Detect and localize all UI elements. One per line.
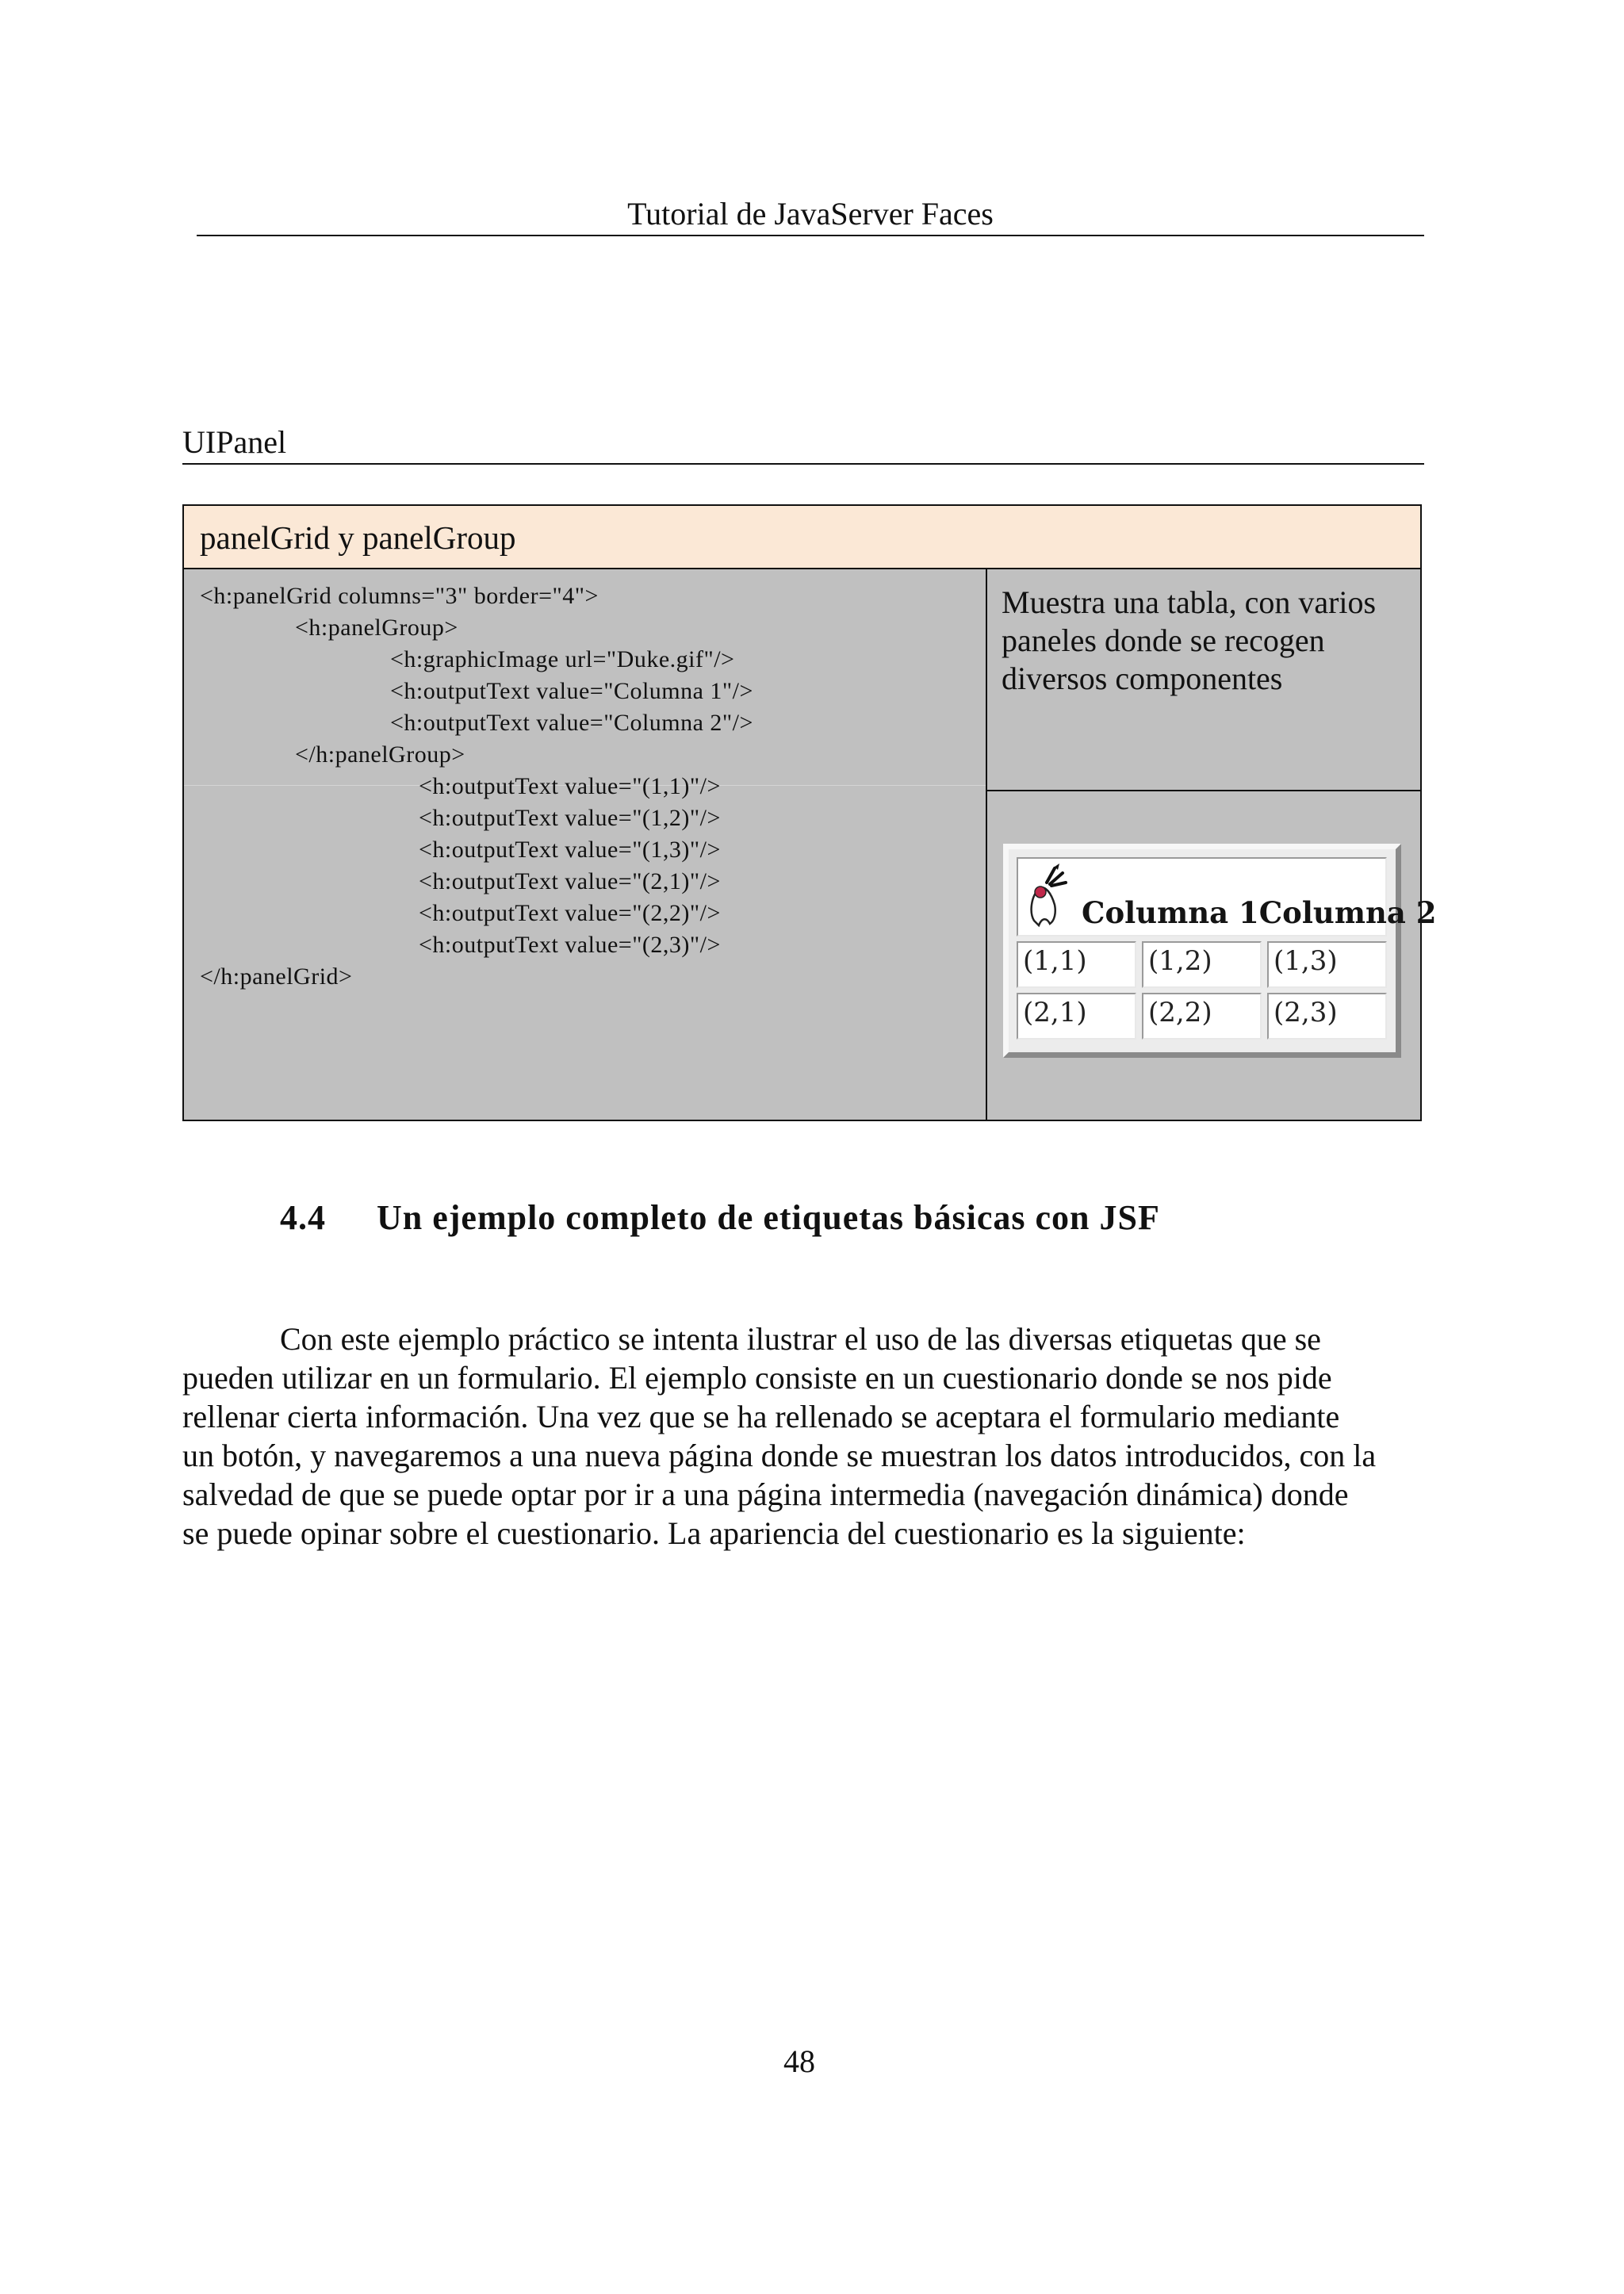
paragraph-line: Con este ejemplo práctico se intenta ilustrar el uso de las diversas etiquetas que se: [280, 1321, 1321, 1357]
section-heading: [280, 1196, 1160, 1240]
page-number: 48: [783, 2043, 815, 2079]
heading-number: 4.4: [280, 1198, 326, 1237]
paragraph-line: rellenar cierta información. Una vez que se ha rellenado se aceptara el formulario mediante: [182, 1399, 1340, 1434]
code-line: <h:panelGroup>: [295, 615, 458, 641]
grid-cell: [1267, 941, 1387, 988]
grid-cell: [1142, 941, 1262, 988]
running-header: Tutorial de JavaServer Faces: [197, 193, 1424, 236]
heading-title: Un ejemplo completo de etiquetas básicas con JSF: [377, 1198, 1160, 1237]
grid-cell-value: (2,2): [1148, 997, 1212, 1028]
code-line: <h:outputText value="Columna 1"/>: [390, 678, 753, 704]
code-line: <h:outputText value="(2,2)"/>: [419, 900, 721, 926]
rendered-panel-grid: [1003, 844, 1437, 1058]
paragraph-line: se puede opinar sobre el cuestionario. La apariencia del cuestionario es la siguiente:: [182, 1515, 1246, 1551]
code-line: <h:outputText value="(2,1)"/>: [419, 868, 721, 894]
paragraph-line: salvedad de que se puede optar por ir a una página intermedia (navegación dinámica) donde: [182, 1476, 1349, 1512]
code-line: <h:outputText value="(1,1)"/>: [419, 773, 721, 799]
grid-cell: [1267, 993, 1387, 1040]
panel-example-table: [182, 504, 1437, 1121]
code-line: <h:graphicImage url="Duke.gif"/>: [390, 646, 735, 672]
grid-cell-value: (2,3): [1274, 997, 1338, 1028]
grid-cell-value: (1,1): [1023, 945, 1087, 977]
description-cell: [987, 569, 1420, 791]
section-title: UIPanel: [182, 422, 1424, 465]
description-text: Muestra una tabla, con varios paneles donde se recogen diversos componentes: [1002, 584, 1377, 696]
grid-cell-value: (2,1): [1023, 997, 1087, 1028]
grid-cell-value: (1,2): [1148, 945, 1212, 977]
code-line: <h:outputText value="(2,3)"/>: [419, 932, 721, 958]
panel-table-header: panelGrid y panelGroup: [184, 506, 1420, 569]
panel-group-cell: [1017, 857, 1437, 936]
code-line: <h:panelGrid columns="3" border="4">: [200, 583, 599, 609]
paragraph-line: pueden utilizar en un formulario. El ejemplo consiste en un cuestionario donde se nos pide: [182, 1360, 1332, 1396]
preview-cell: [987, 791, 1437, 1120]
code-cell: [184, 569, 987, 1120]
code-line: <h:outputText value="(1,3)"/>: [419, 837, 721, 863]
duke-mascot-icon: [1023, 862, 1067, 930]
group-column-labels: Columna 1Columna 2: [1082, 895, 1437, 930]
code-line: </h:panelGroup>: [295, 741, 465, 768]
grid-cell: [1017, 993, 1136, 1040]
code-line: <h:outputText value="Columna 2"/>: [390, 710, 753, 736]
code-line: <h:outputText value="(1,2)"/>: [419, 805, 721, 831]
grid-cell-value: (1,3): [1274, 945, 1338, 977]
code-line: </h:panelGrid>: [200, 963, 353, 990]
paragraph-line: un botón, y navegaremos a una nueva página donde se muestran los datos introducidos, con la: [182, 1438, 1377, 1473]
grid-cell: [1017, 941, 1136, 988]
body-paragraph: [182, 1319, 1443, 1553]
grid-cell: [1142, 993, 1262, 1040]
